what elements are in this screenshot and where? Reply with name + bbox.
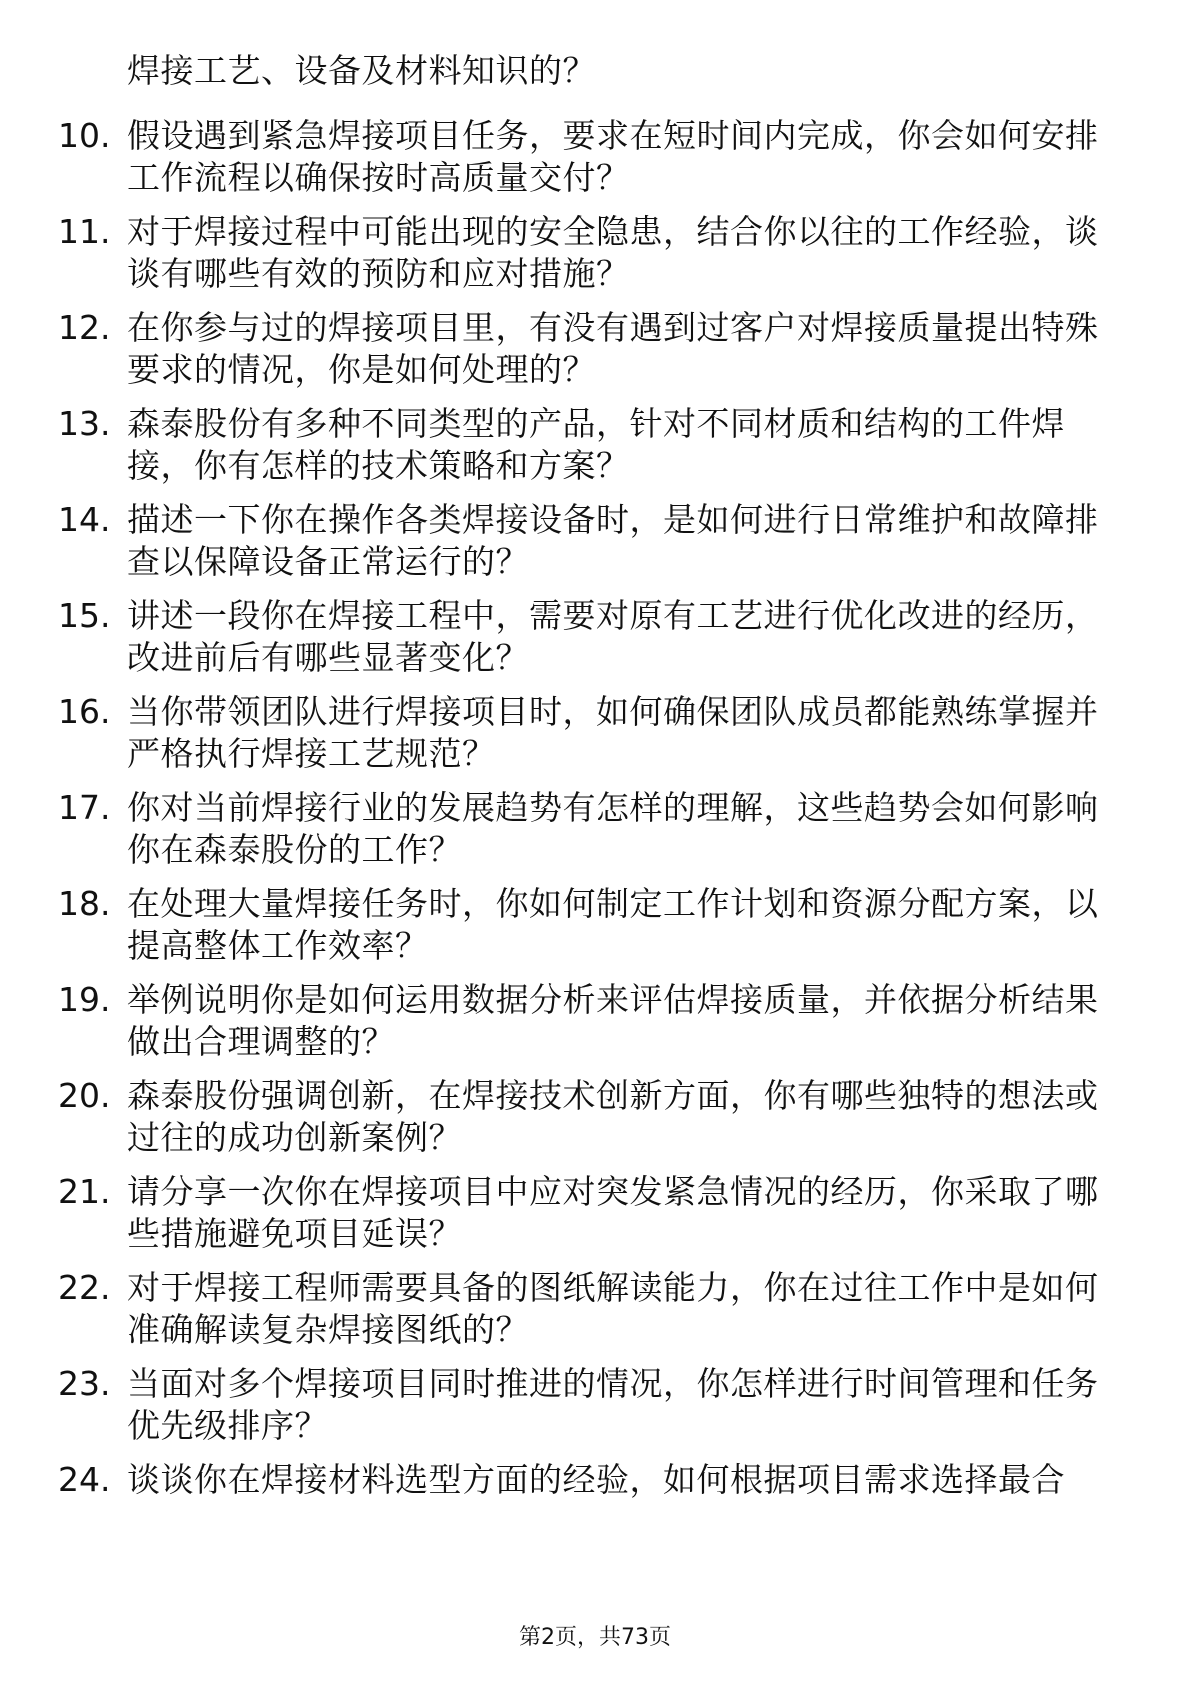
list-item bbox=[0, 595, 1190, 691]
question-number: 21. bbox=[58, 1172, 111, 1211]
list-item bbox=[0, 211, 1190, 307]
question-text: 对于焊接工程师需要具备的图纸解读能力，你在过往工作中是如何准确解读复杂焊接图纸的？ bbox=[127, 1268, 1099, 1349]
question-text: 在你参与过的焊接项目里，有没有遇到过客户对焊接质量提出特殊要求的情况，你是如何处理的？ bbox=[127, 308, 1099, 389]
question-text: 描述一下你在操作各类焊接设备时，是如何进行日常维护和故障排查以保障设备正常运行的？ bbox=[127, 500, 1099, 581]
list-item bbox=[0, 1075, 1190, 1171]
list-item bbox=[0, 1171, 1190, 1267]
question-text: 讲述一段你在焊接工程中，需要对原有工艺进行优化改进的经历，改进前后有哪些显著变化？ bbox=[127, 596, 1099, 677]
question-text: 举例说明你是如何运用数据分析来评估焊接质量，并依据分析结果做出合理调整的？ bbox=[127, 980, 1099, 1061]
question-text: 森泰股份有多种不同类型的产品，针对不同材质和结构的工件焊接，你有怎样的技术策略和方案？ bbox=[127, 404, 1065, 485]
list-item bbox=[0, 883, 1190, 979]
question-number: 18. bbox=[58, 884, 111, 923]
list-item bbox=[0, 1459, 1190, 1555]
question-number: 22. bbox=[58, 1268, 111, 1307]
question-text: 森泰股份强调创新，在焊接技术创新方面，你有哪些独特的想法或过往的成功创新案例？ bbox=[127, 1076, 1099, 1157]
question-text: 假设遇到紧急焊接项目任务，要求在短时间内完成，你会如何安排工作流程以确保按时高质量交付？ bbox=[127, 116, 1099, 197]
continued-question-text: 焊接工艺、设备及材料知识的？ bbox=[127, 51, 596, 90]
question-number: 20. bbox=[58, 1076, 111, 1115]
question-list bbox=[0, 115, 1190, 1555]
question-number: 15. bbox=[58, 596, 111, 635]
list-item bbox=[0, 403, 1190, 499]
question-text: 请分享一次你在焊接项目中应对突发紧急情况的经历，你采取了哪些措施避免项目延误？ bbox=[127, 1172, 1099, 1253]
question-number: 16. bbox=[58, 692, 111, 731]
list-item bbox=[0, 979, 1190, 1075]
question-text: 当面对多个焊接项目同时推进的情况，你怎样进行时间管理和任务优先级排序？ bbox=[127, 1364, 1099, 1445]
question-number: 10. bbox=[58, 116, 111, 155]
list-item bbox=[0, 1267, 1190, 1363]
question-text: 在处理大量焊接任务时，你如何制定工作计划和资源分配方案，以提高整体工作效率？ bbox=[127, 884, 1099, 965]
question-number: 19. bbox=[58, 980, 111, 1019]
list-item bbox=[0, 115, 1190, 211]
list-item bbox=[0, 499, 1190, 595]
question-text: 对于焊接过程中可能出现的安全隐患，结合你以往的工作经验，谈谈有哪些有效的预防和应对措施？ bbox=[127, 212, 1099, 293]
question-number: 12. bbox=[58, 308, 111, 347]
question-number: 17. bbox=[58, 788, 111, 827]
question-number: 23. bbox=[58, 1364, 111, 1403]
question-text: 当你带领团队进行焊接项目时，如何确保团队成员都能熟练掌握并严格执行焊接工艺规范？ bbox=[127, 692, 1099, 773]
list-item bbox=[0, 691, 1190, 787]
question-number: 13. bbox=[58, 404, 111, 443]
question-text: 谈谈你在焊接材料选型方面的经验，如何根据项目需求选择最合 bbox=[127, 1460, 1065, 1499]
question-number: 11. bbox=[58, 212, 111, 251]
question-number: 14. bbox=[58, 500, 111, 539]
question-number: 24. bbox=[58, 1460, 111, 1499]
list-item bbox=[0, 307, 1190, 403]
question-text: 你对当前焊接行业的发展趋势有怎样的理解，这些趋势会如何影响你在森泰股份的工作？ bbox=[127, 788, 1099, 869]
list-item bbox=[0, 787, 1190, 883]
list-item bbox=[0, 1363, 1190, 1459]
page-footer: 第2页，共73页 bbox=[519, 1625, 671, 1650]
